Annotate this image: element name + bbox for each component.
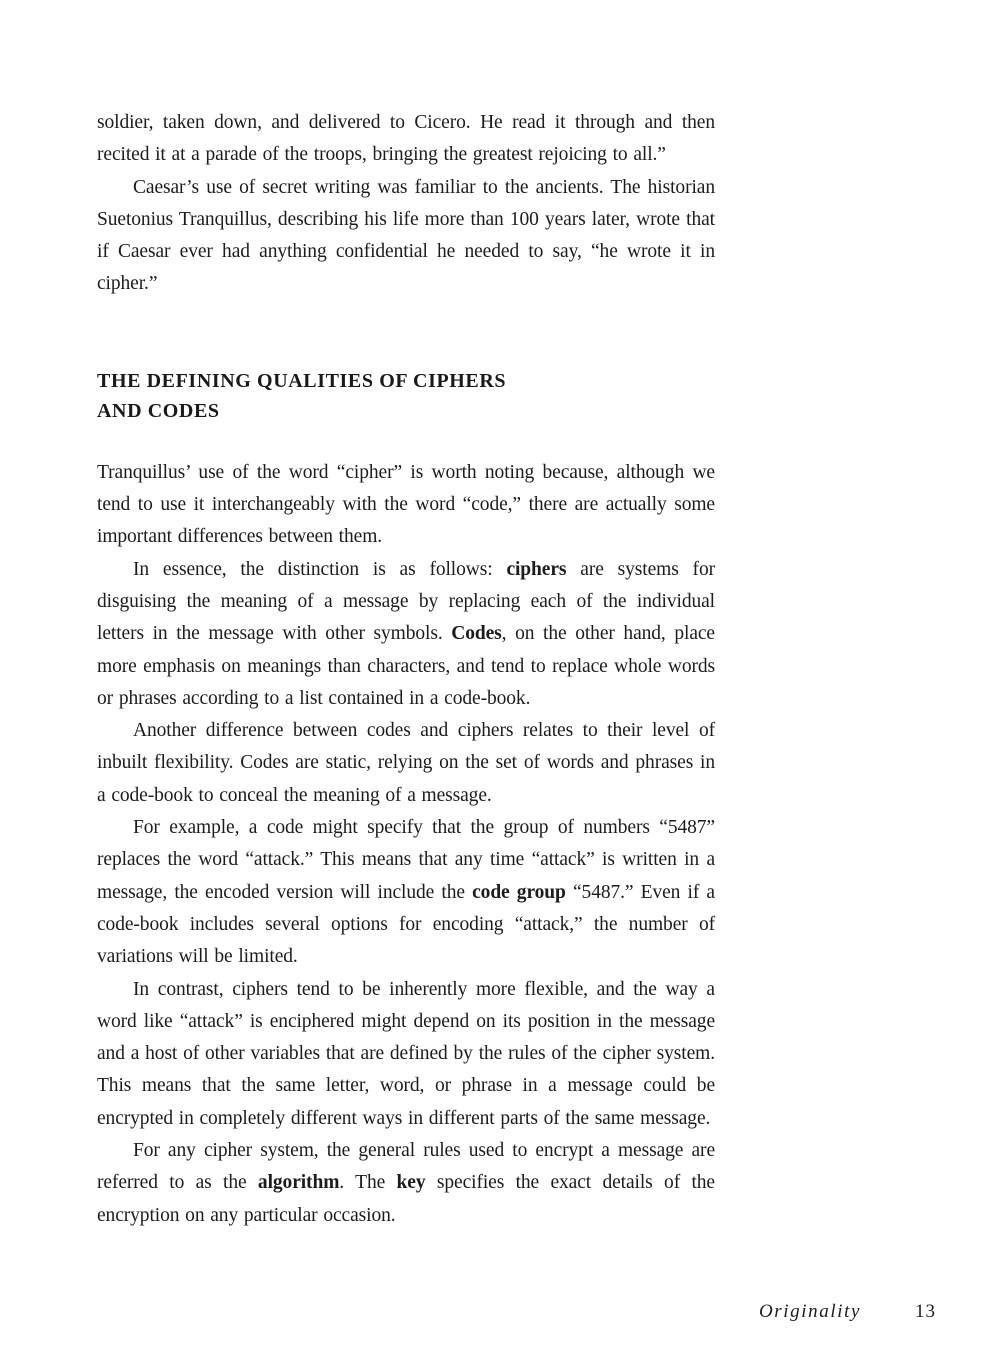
paragraph: In essence, the distinction is as follows: ciphers are systems for disguising the meaning of a message by replacing each of the individual letters in the message with other symbols. Codes, on the other hand, place more emphasis on meanings than characters, and tend to replace whole words or phrases according to a list contained in a code-book. <box>97 558 715 709</box>
paragraph: For any cipher system, the general rules used to encrypt a message are referred to as the algorithm. The key specifies the exact details of the encryption on any particular occasion. <box>97 1140 715 1226</box>
section-heading: THE DEFINING QUALITIES OF CIPHERS AND CODES <box>97 369 507 422</box>
paragraph: Caesar’s use of secret writing was familiar to the ancients. The historian Suetonius Tranquillus, describing his life more than 100 years later, wrote that if Caesar ever had anything confidential he needed to say, “he wrote it in cipher.” <box>97 176 715 295</box>
paragraph: Another difference between codes and ciphers relates to their level of inbuilt flexibility. Codes are static, relying on the set of words and phrases in a code-book to conceal the meaning of a message. <box>97 720 715 806</box>
page-footer <box>759 1300 936 1324</box>
paragraph: Tranquillus’ use of the word “cipher” is worth noting because, although we tend to use it interchangeably with the word “code,” there are actually some important differences between them. <box>97 461 715 548</box>
page-body <box>97 107 715 1232</box>
paragraph: For example, a code might specify that the group of numbers “5487” replaces the word “attack.” This means that any time “attack” is written in a message, the encoded version will include the code group “5487.” Even if a code-book includes several options for encoding “attack,” the number of variations will be limited. <box>97 817 715 968</box>
paragraph: In contrast, ciphers tend to be inherently more flexible, and the way a word like “attack” is enciphered might depend on its position in the message and a host of other variables that are defined by the rules of the cipher system. This means that the same letter, word, or phrase in a message could be encrypted in completely different ways in different parts of the same message. <box>97 978 715 1129</box>
running-head: Originality <box>758 1301 861 1322</box>
paragraph: soldier, taken down, and delivered to Cicero. He read it through and then recited it at a parade of the troops, bringing the greatest rejoicing to all.” <box>97 112 715 166</box>
page-number: 13 <box>915 1301 936 1322</box>
